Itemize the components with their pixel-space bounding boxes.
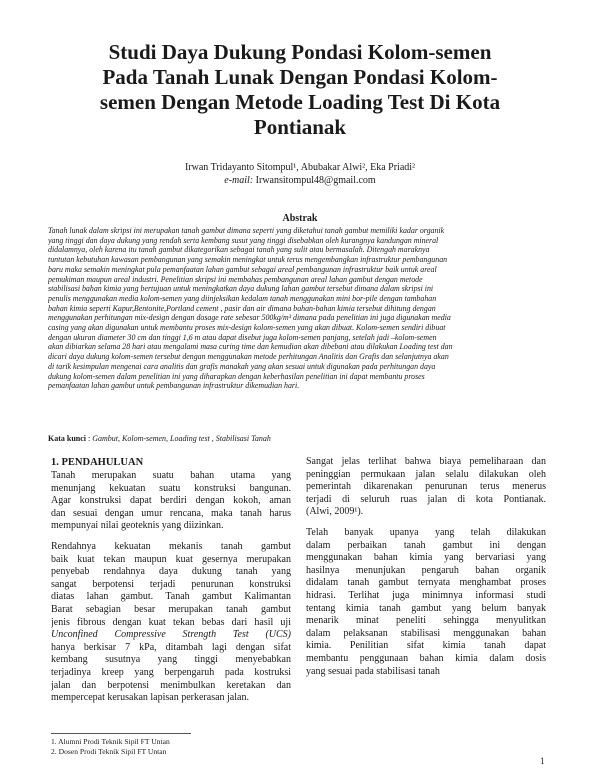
text-line: didalamnya, oleh karena itu tanah gambut dikategorikan sebagai tanah yang sulit atau bermasalah. Ditengah maraknya xyxy=(48,245,430,255)
text-line: tentang kimia tanah gambut yang belum banyak xyxy=(306,602,546,614)
text-line: pemerintah dikarenakan penurunan terus menerus xyxy=(306,481,546,493)
email-address: Irwansitompul48@gmail.com xyxy=(255,175,376,186)
text-line: sangat berpotensi terjadi penurunan konstruksi xyxy=(51,578,291,590)
section-heading: 1. PENDAHULUAN xyxy=(51,457,144,468)
text-line: casing yang akan digunakan untuk membantu proses mix-design kolom-semen yang akan dibuat. Kolom-semen sendiri dibuat xyxy=(48,323,446,333)
footnote-divider xyxy=(51,733,191,734)
text-line: Telah banyak upanya yang telah dilakukan xyxy=(306,526,546,538)
text-line: pemukiman maupun areal industri. Penelitian skripsi ini membahas pembangunan areal lahan gambut dengan metode xyxy=(48,274,423,284)
text-line: dalam perbaikan tanah gambut ini dengan xyxy=(306,539,546,551)
intro-paragraph-2 xyxy=(51,541,291,705)
text-line: hidrasi. Terlihat juga minimnya informasi studi xyxy=(306,589,546,601)
page-number: 1 xyxy=(540,756,545,766)
text-line: membantu penggunaan bahan kimia dalam dosis xyxy=(306,652,546,664)
text-line: Agar konstruksi dapat berdiri dengan kokoh, aman xyxy=(51,495,291,507)
text-line: kimia. Penilitian sifat kimia tanah dapat xyxy=(306,640,546,652)
email-label: e-mail: xyxy=(224,175,254,186)
text-line: hanya berkisar 7 kPa, ditambah lagi dengan sifat xyxy=(51,641,291,653)
text-line: didalam tanah gambut ternyata menghambat proses xyxy=(306,577,546,589)
text-line: Tanah merupakan suatu bahan utama yang xyxy=(51,470,291,481)
text-line: Rendahnya kekuatan mekanis tanah gambut xyxy=(51,540,291,552)
title-line: Studi Daya Dukung Pondasi Kolom-semen xyxy=(108,40,492,64)
keywords-separator: : xyxy=(86,434,93,443)
keywords-label: Kata kunci xyxy=(48,434,87,443)
text-line: dukung kolom-semen dalam penelitian ini yang diharapkan dengan keberhasilan penelitian ini dapat membantu proses xyxy=(48,371,425,381)
text-line: menggunakan perhitungan mix-design dengan dosage rate sebesar 500kg/m³ dimana pada penelitian ini juga digunakan media xyxy=(48,313,451,323)
text-line: tuntutan kebutuhan kawasan pembangunan yang semakin meningkat untuk terus mengembangkan infrastruktur pembangunan xyxy=(48,255,448,265)
text-line: dengan ukuran diameter 30 cm dan tinggi 1,6 m atau dapat disebut juga kolom-semen panjang, setelah jadi –kolom-semen xyxy=(48,332,437,342)
intro-paragraph-1 xyxy=(51,470,291,533)
text-line: akan dibiarkan selama 28 hari atau mengalami masa curing time dan kemudian akan dibebani atau dilakukan Loading test dan xyxy=(48,342,453,352)
text-line: bahan kimia seperti Kapur,Bentonite,Portland cement , pasir dan air dimana bahan-bahan kimia tersebut dihitung dengan xyxy=(48,303,436,313)
footnotes xyxy=(51,737,291,757)
text-line: pemanfaatan lahan gambut untuk pembangunan infrastruktur dikemudian hari. xyxy=(48,381,300,391)
paper-title xyxy=(60,40,540,140)
right-column xyxy=(306,456,546,686)
text-line: Tanah lunak dalam skripsi ini merupakan tanah gambut dimana seperti yang diketahui tanah gambut memiliki kadar organik xyxy=(48,226,445,235)
text-line: baik kuat tekan maupun kuat gesernya merupakan xyxy=(51,553,291,565)
text-line: penulis menggunakan media kolom-semen yang diinjeksikan kedalam tanah menggunakan mini bor-pile dengan tambahan xyxy=(48,293,437,303)
author-email xyxy=(0,175,600,187)
text-line: terjadinya kreep yang berpengaruh pada kostruksi xyxy=(51,666,291,678)
text-line: hasilnya menunjukan pengaruh bahan organik xyxy=(306,564,546,576)
text-line: jalan dan berpotensi menimbulkan keretakan dan xyxy=(51,679,291,691)
text-line: yang tinggi dan daya dukung yang rendah serta kembang susut yang tinggi disebabkan oleh kurangnya kandungan mineral xyxy=(48,235,439,245)
text-line: menunjang kekuatan suatu konstruksi bangunan. xyxy=(51,482,291,494)
title-line: semen Dengan Metode Loading Test Di Kota xyxy=(99,90,501,114)
abstract-heading: Abstrak xyxy=(282,213,318,224)
text-line: dicari daya dukung kolom-semen tersebut dengan menggunakan metode perhitungan Analitis dan Grafis dan selanjutnya akan xyxy=(48,352,449,362)
text-line: mempercepat kerusakan lapisan perkerasan jalan. xyxy=(51,692,249,704)
text-line: terjadi di seluruh ruas jalan di kota Pontianak. xyxy=(306,493,546,505)
text-line: peninggian permukaan jalan selalu dilakukan oleh xyxy=(306,468,546,480)
text-line: dan sesuai dengan umur rencana, maka tanah harus xyxy=(51,507,291,519)
abstract-body xyxy=(48,226,553,391)
keywords-text: Gambut, Kolom-semen, Loading test , Stabilisasi Tanah xyxy=(92,434,271,443)
text-line: penyebab rendahnya daya dukung tanah yang xyxy=(51,566,291,578)
author-list: Irwan Tridayanto Sitompul¹, Abubakar Alwi², Eka Priadi² xyxy=(184,162,416,173)
footnote: 2. Dosen Prodi Teknik Sipil FT Untan xyxy=(51,747,167,756)
text-line: jenis fibrous dengan kuat tekan bebas dari hasil uji xyxy=(51,616,291,628)
intro-paragraph-3 xyxy=(306,456,546,519)
text-line: yang sesuai pada stabilisasi tanah xyxy=(306,665,440,677)
text-line: kembang susutnya yang tinggi menyebabkan xyxy=(51,654,291,666)
text-line: Unconfined Compressive Strength Test (UCS) xyxy=(51,629,291,641)
title-line: Pontianak xyxy=(253,115,347,139)
text-line: baru maka semakin meningkat pula pemanfaatan lahan gambut sebagai areal pembangunan infrastruktur baik untuk areal xyxy=(48,264,437,274)
text-line: Barat sebagian besar merupakan tanah gambut xyxy=(51,603,291,615)
text-line: (Alwi, 2009¹). xyxy=(306,506,364,518)
intro-paragraph-4 xyxy=(306,527,546,678)
title-line: Pada Tanah Lunak Dengan Pondasi Kolom- xyxy=(102,65,498,89)
text-line: di tarik kesimpulan mengenai cara analitis dan grafis manakah yang akan sesuai untuk digunakan pada perhitungan daya xyxy=(48,361,436,371)
left-column xyxy=(51,456,291,713)
text-line: Sangat jelas terlihat bahwa biaya pemeliharaan dan xyxy=(306,456,546,467)
text-line: menggunakan bahan kimia yang bervariasi yang xyxy=(306,552,546,564)
text-line: menarik minat peneliti sehingga menyulitkan xyxy=(306,615,546,627)
text-line: stabilisasi bahan kimia yang bertujuan untuk meningkatkan daya dukung lahan gambut tersebut dimana dalam skripsi ini xyxy=(48,284,434,294)
keywords xyxy=(48,434,553,444)
text-line: diatas lahan gambut. Tanah gambut Kalimantan xyxy=(51,591,291,603)
text-line: mempunyai nilai geoteknis yang diizinkan. xyxy=(51,520,224,532)
footnote: 1. Alumni Prodi Teknik Sipil FT Untan xyxy=(51,737,170,746)
text-line: dalam pelaksanan stabilisasi menggunakan bahan xyxy=(306,627,546,639)
